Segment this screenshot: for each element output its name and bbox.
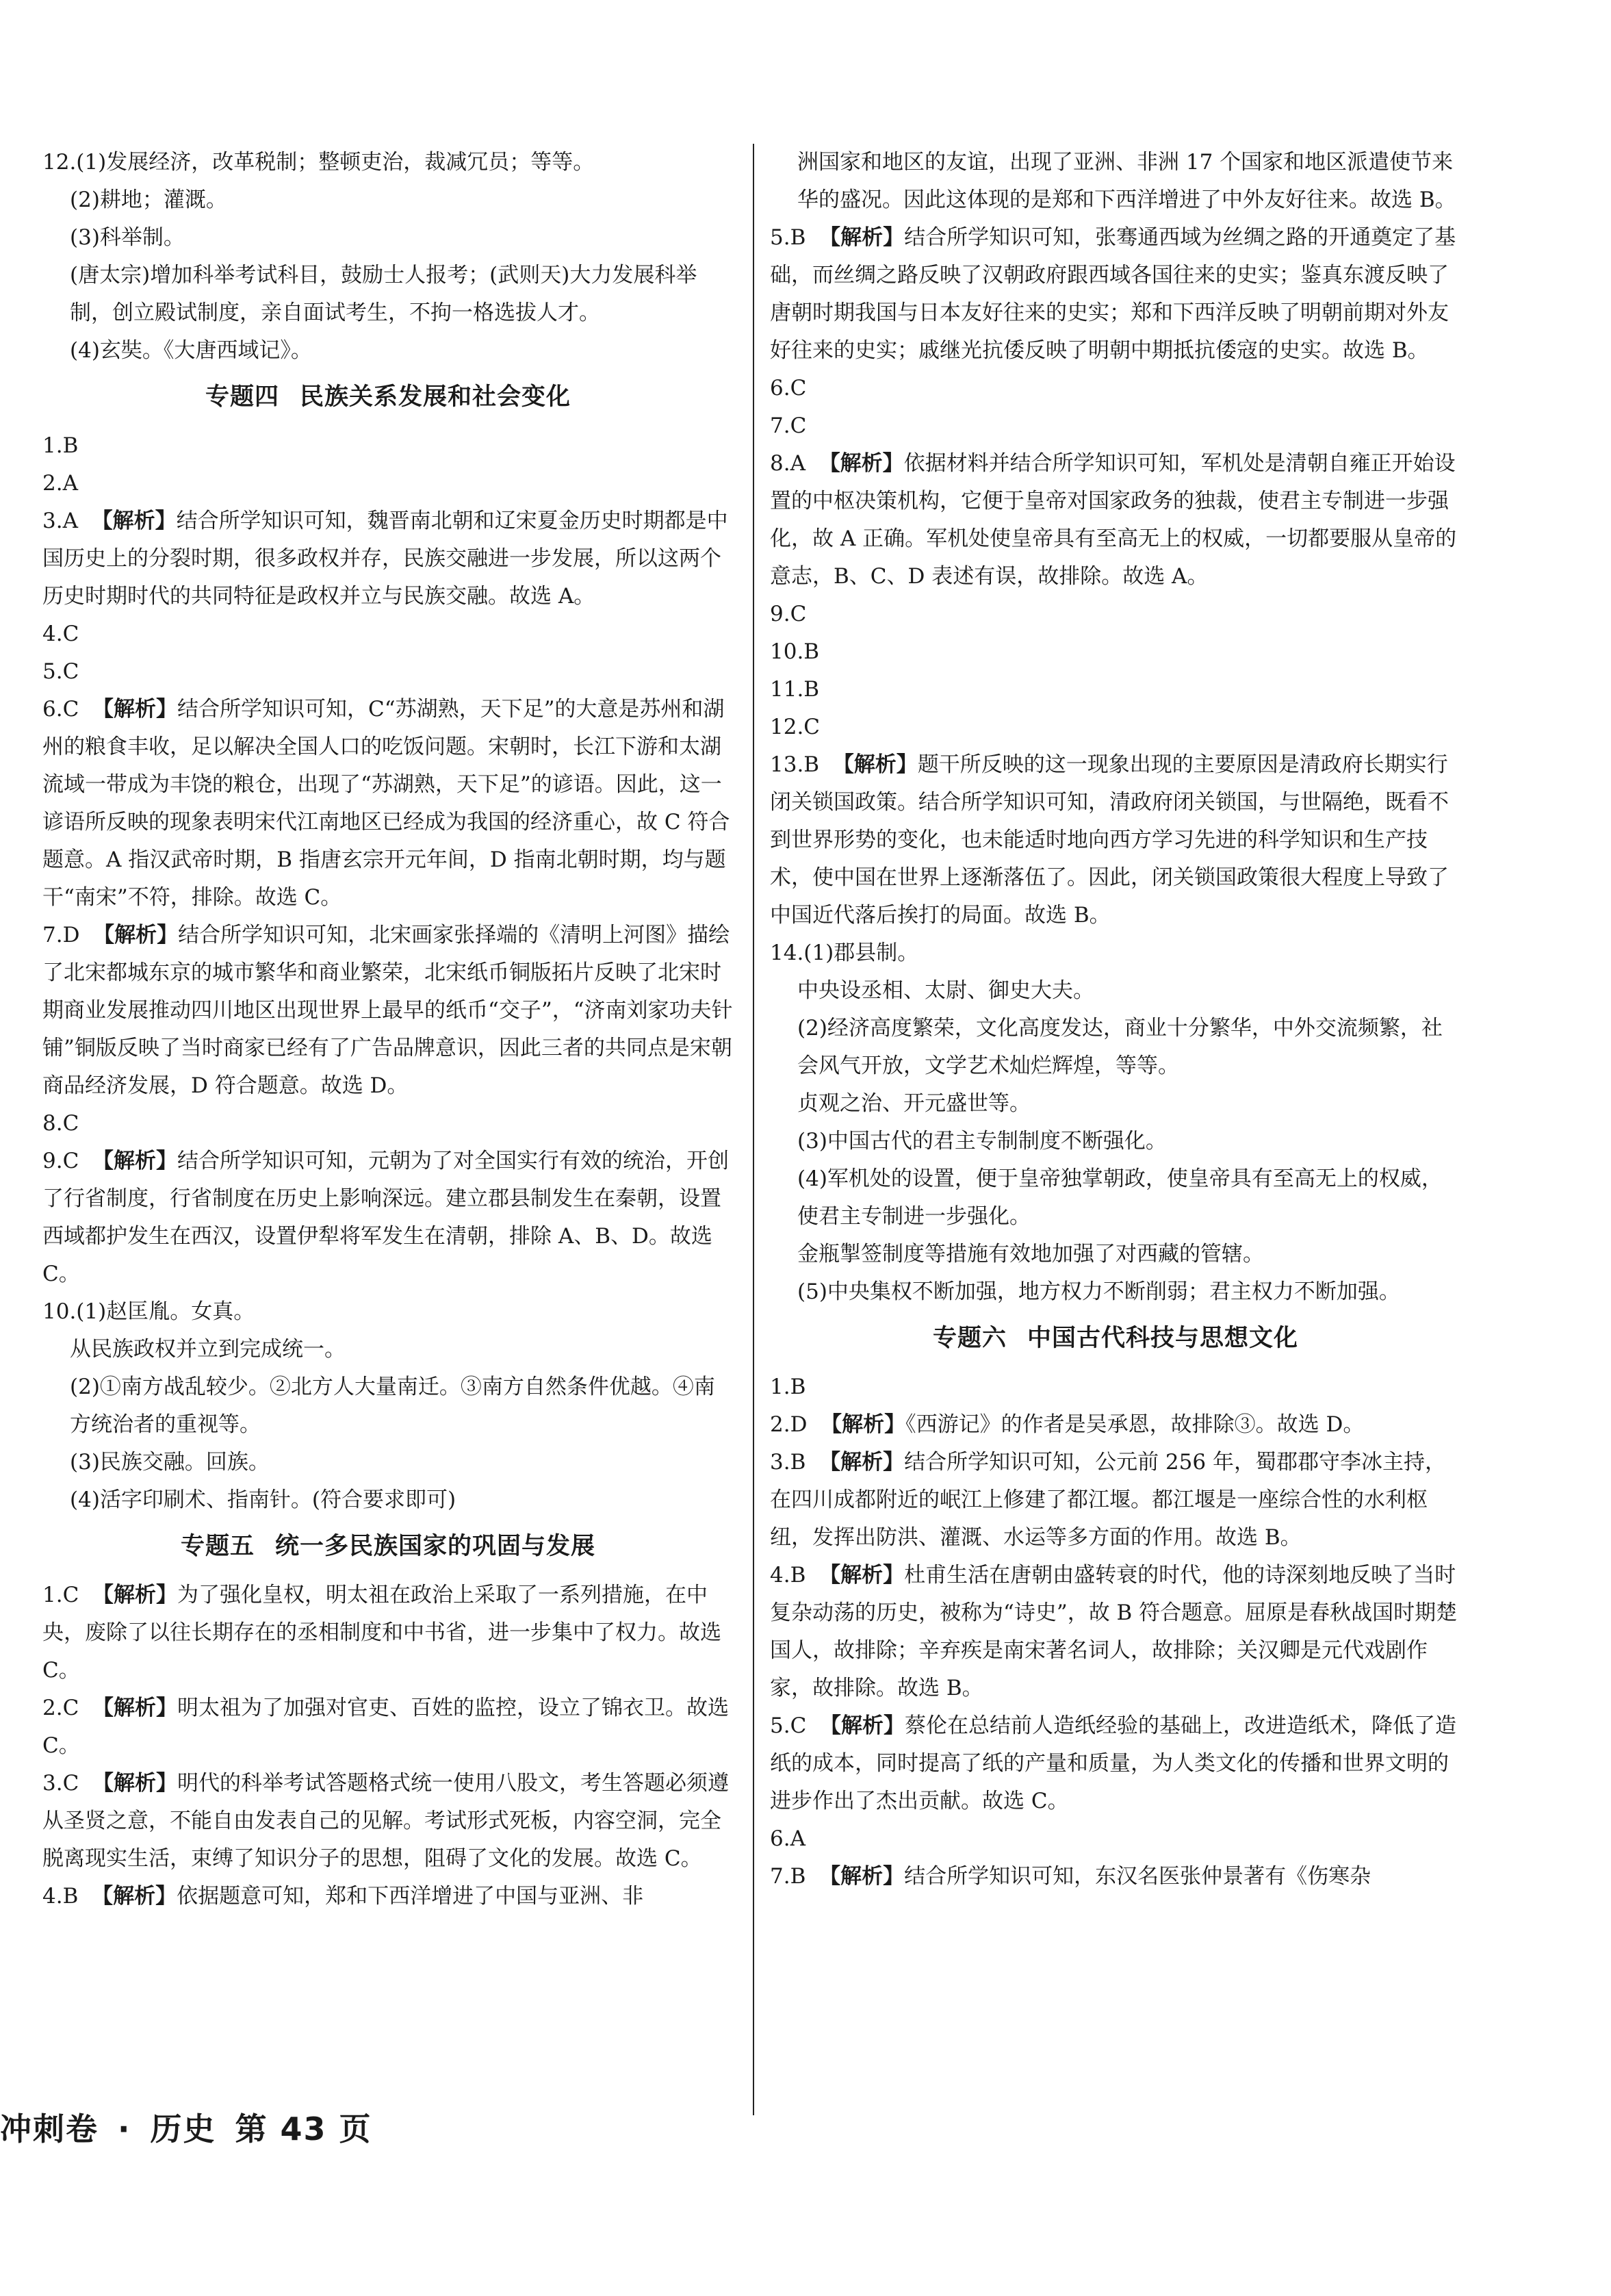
section-number: 专题五 bbox=[180, 1533, 255, 1560]
answer-choice: 4.B bbox=[770, 1563, 806, 1587]
answer-item bbox=[42, 1878, 734, 1915]
analysis-text: 为了强化皇权，明太祖在政治上采取了一系列措施，在中央，废除了以往长期存在的丞相制度和中书省，进一步集中了权力。故选 C。 bbox=[42, 1583, 721, 1683]
answer-item: 8.C bbox=[42, 1111, 79, 1136]
answer-4-continued bbox=[770, 144, 1461, 219]
answer-item: 7.C bbox=[770, 413, 807, 438]
answer-item bbox=[42, 502, 734, 615]
analysis-tag: 【解析】 bbox=[92, 1884, 177, 1909]
answer-line: (4)玄奘。《大唐西域记》。 bbox=[70, 338, 312, 363]
answer-choice: 3.C bbox=[42, 1771, 79, 1796]
answer-line: (唐太宗)增加科举考试科目，鼓励士人报考；(武则天)大力发展科举制，创立殿试制度，亲自面试考生，不拘一格选拔人才。 bbox=[70, 263, 697, 325]
page-footer bbox=[0, 2105, 391, 2153]
answer-choice: 7.B bbox=[770, 1864, 806, 1889]
answer-item bbox=[770, 219, 1461, 370]
analysis-text: 杜甫生活在唐朝由盛转衰的时代，他的诗深刻地反映了当时复杂动荡的历史，被称为“诗史”，故 B 符合题意。屈原是春秋战国时期楚国人，故排除；辛弃疾是南宋著名词人，故排除；关汉卿是元代戏剧作家，故排除。故选 B。 bbox=[770, 1563, 1458, 1700]
analysis-tag: 【解析】 bbox=[819, 1450, 905, 1475]
section-title: 统一多民族国家的巩固与发展 bbox=[275, 1533, 596, 1560]
analysis-text: 明太祖为了加强对官吏、百姓的监控，设立了锦衣卫。故选 C。 bbox=[42, 1696, 730, 1758]
analysis-text: 题干所反映的这一现象出现的主要原因是清政府长期实行闭关锁国政策。结合所学知识可知，清政府闭关锁国，与世隔绝，既看不到世界形势的变化，也未能适时地向西方学习先进的科学知识和生产技术，使中国在世界上逐渐落伍了。因此，闭关锁国政策很大程度上导致了中国近代落后挨打的局面。故选 B。 bbox=[770, 752, 1449, 928]
answer-item: 6.A bbox=[770, 1826, 806, 1851]
analysis-tag: 【解析】 bbox=[819, 1563, 905, 1587]
answer-10 bbox=[42, 1293, 734, 1519]
answer-item bbox=[42, 1577, 734, 1689]
answer-choice: 4.B bbox=[42, 1884, 79, 1909]
answer-choice: 5.B bbox=[770, 225, 806, 250]
answer-line: 金瓶掣签制度等措施有效地加强了对西藏的管辖。 bbox=[797, 1242, 1264, 1266]
section-title: 民族关系发展和社会变化 bbox=[300, 383, 571, 411]
analysis-text: 结合所学知识可知，魏晋南北朝和辽宋夏金历史时期都是中国历史上的分裂时期，很多政权并存，民族交融进一步发展，所以这两个历史时期时代的共同特征是政权并立与民族交融。故选 A。 bbox=[42, 509, 728, 609]
answer-line: 12.(1)发展经济，改革税制；整顿吏治，裁减冗员；等等。 bbox=[42, 150, 595, 175]
answer-line: (4)军机处的设置，便于皇帝独掌朝政，使皇帝具有至高无上的权威，使君主专制进一步强化。 bbox=[797, 1166, 1443, 1229]
analysis-tag: 【解析】 bbox=[820, 1713, 905, 1738]
analysis-text: 洲国家和地区的友谊，出现了亚洲、非洲 17 个国家和地区派遣使节来华的盛况。因此这体现的是郑和下西洋增进了中外友好往来。故选 B。 bbox=[797, 150, 1456, 212]
answer-line: (2)耕地；灌溉。 bbox=[70, 188, 227, 212]
answer-item bbox=[770, 445, 1461, 596]
analysis-tag: 【解析】 bbox=[821, 1412, 906, 1437]
answer-line: (3)科举制。 bbox=[70, 225, 185, 250]
answer-choice: 3.B bbox=[770, 1450, 806, 1475]
analysis-tag: 【解析】 bbox=[93, 923, 179, 947]
answer-item bbox=[770, 1707, 1461, 1820]
answer-item: 12.C bbox=[770, 715, 821, 739]
analysis-text: 结合所学知识可知，公元前 256 年，蜀郡郡守李冰主持，在四川成都附近的岷江上修建了都江堰。都江堰是一座综合性的水利枢纽，发挥出防洪、灌溉、水运等多方面的作用。故选 B。 bbox=[770, 1450, 1446, 1550]
answer-choice: 6.C bbox=[42, 697, 79, 722]
section-number: 专题四 bbox=[205, 383, 279, 411]
analysis-text: 结合所学知识可知，C“苏湖熟，天下足”的大意是苏州和湖州的粮食丰收，足以解决全国人口的吃饭问题。宋朝时，长江下游和太湖流域一带成为丰饶的粮仓，出现了“苏湖熟，天下足”的谚语。因此，这一谚语所反映的现象表明宋代江南地区已经成为我国的经济重心，故 C 符合题意。A 指汉武帝时期，B 指唐玄宗开元年间，D 指南北朝时期，均与题干“南宋”不符，排除。故选 C。 bbox=[42, 697, 730, 910]
answer-item: 11.B bbox=[770, 677, 820, 702]
section-heading-4 bbox=[42, 377, 734, 418]
answer-item bbox=[770, 1858, 1461, 1896]
analysis-tag: 【解析】 bbox=[92, 1771, 178, 1796]
analysis-tag: 【解析】 bbox=[92, 1149, 178, 1173]
analysis-text: 结合所学知识可知，张骞通西域为丝绸之路的开通奠定了基础，而丝绸之路反映了汉朝政府跟西域各国往来的史实；鉴真东渡反映了唐朝时期我国与日本友好往来的史实；郑和下西洋反映了明朝前期对外友好往来的史实；戚继光抗倭反映了明朝中期抵抗倭寇的史实。故选 B。 bbox=[770, 225, 1456, 363]
separator-dot: · bbox=[118, 2110, 131, 2147]
answer-item: 6.C bbox=[770, 376, 807, 400]
answer-item: 9.C bbox=[770, 602, 807, 626]
section-title: 中国古代科技与思想文化 bbox=[1027, 1325, 1299, 1352]
analysis-tag: 【解析】 bbox=[92, 1583, 178, 1607]
subject-label: 历史 bbox=[150, 2110, 216, 2147]
answer-line: 10.(1)赵匡胤。女真。 bbox=[42, 1299, 255, 1324]
column-divider bbox=[753, 144, 754, 2115]
answer-item bbox=[770, 1444, 1461, 1557]
right-column bbox=[770, 144, 1461, 1896]
answer-line: (2)经济高度繁荣，文化高度发达，商业十分繁华，中外交流频繁，社会风气开放，文学艺术灿烂辉煌，等等。 bbox=[797, 1016, 1443, 1078]
analysis-tag: 【解析】 bbox=[832, 752, 918, 777]
answer-item: 1.B bbox=[42, 433, 79, 458]
answer-item bbox=[42, 1765, 734, 1878]
answer-choice: 8.A bbox=[770, 451, 806, 476]
analysis-text: 《西游记》的作者是吴承恩，故排除③。故选 D。 bbox=[905, 1412, 1365, 1437]
answer-line: (3)民族交融。回族。 bbox=[70, 1450, 270, 1475]
analysis-tag: 【解析】 bbox=[91, 509, 177, 533]
answer-item bbox=[770, 1406, 1461, 1444]
analysis-text: 明代的科举考试答题格式统一使用八股文，考生答题必须遵从圣贤之意，不能自由发表自己的见解。考试形式死板，内容空洞，完全脱离现实生活，束缚了知识分子的思想，阻碍了文化的发展。故选 C。 bbox=[42, 1771, 730, 1871]
page-number: 第 43 页 bbox=[235, 2110, 372, 2147]
answer-line: (3)中国古代的君主专制制度不断强化。 bbox=[797, 1129, 1167, 1153]
analysis-tag: 【解析】 bbox=[819, 1864, 905, 1889]
answer-line: 14.(1)郡县制。 bbox=[770, 941, 919, 965]
answer-choice: 2.D bbox=[770, 1412, 808, 1437]
section-heading-6 bbox=[770, 1318, 1461, 1359]
answer-choice: 13.B bbox=[770, 752, 820, 777]
answer-item bbox=[42, 1143, 734, 1293]
answer-item: 4.C bbox=[42, 622, 79, 646]
answer-choice: 2.C bbox=[42, 1696, 79, 1720]
analysis-text: 依据材料并结合所学知识可知，军机处是清朝自雍正开始设置的中枢决策机构，它便于皇帝对国家政务的独裁，使君主专制进一步强化，故 A 正确。军机处使皇帝具有至高无上的权威，一切都要服从皇帝的意志，B、C、D 表述有误，故排除。故选 A。 bbox=[770, 451, 1457, 589]
left-column bbox=[42, 144, 734, 1915]
analysis-tag: 【解析】 bbox=[819, 225, 905, 250]
answer-choice: 1.C bbox=[42, 1583, 79, 1607]
answer-choice: 7.D bbox=[42, 923, 80, 947]
section-heading-5 bbox=[42, 1526, 734, 1567]
analysis-text: 结合所学知识可知，元朝为了对全国实行有效的统治，开创了行省制度，行省制度在历史上影响深远。建立郡县制发生在秦朝，设置西域都护发生在西汉，设置伊犁将军发生在清朝，排除 A、B、D。故选 C。 bbox=[42, 1149, 730, 1286]
answer-choice: 5.C bbox=[770, 1713, 807, 1738]
analysis-text: 依据题意可知，郑和下西洋增进了中国与亚洲、非 bbox=[177, 1884, 644, 1909]
answer-choice: 9.C bbox=[42, 1149, 79, 1173]
section-number: 专题六 bbox=[932, 1325, 1007, 1352]
analysis-tag: 【解析】 bbox=[92, 1696, 178, 1720]
analysis-text: 结合所学知识可知，北宋画家张择端的《清明上河图》描绘了北宋都城东京的城市繁华和商业繁荣，北宋纸币铜版拓片反映了北宋时期商业发展推动四川地区出现世界上最早的纸币“交子”，“济南刘家功夫针铺”铜版反映了当时商家已经有了广告品牌意识，因此三者的共同点是宋朝商品经济发展，D 符合题意。故选 D。 bbox=[42, 923, 733, 1098]
answer-line: 从民族政权并立到完成统一。 bbox=[70, 1337, 346, 1362]
answer-item: 5.C bbox=[42, 659, 79, 684]
answer-item: 2.A bbox=[42, 471, 78, 496]
answer-item bbox=[770, 1557, 1461, 1707]
analysis-text: 蔡伦在总结前人造纸经验的基础上，改进造纸术，降低了造纸的成本，同时提高了纸的产量和质量，为人类文化的传播和世界文明的进步作出了杰出贡献。故选 C。 bbox=[770, 1713, 1457, 1813]
answer-12 bbox=[42, 144, 734, 370]
answer-item bbox=[42, 1689, 734, 1765]
answer-item: 10.B bbox=[770, 639, 820, 664]
answer-line: 中央设丞相、太尉、御史大夫。 bbox=[797, 978, 1094, 1003]
analysis-tag: 【解析】 bbox=[92, 697, 178, 722]
answer-choice: 3.A bbox=[42, 509, 78, 533]
answer-item bbox=[770, 746, 1461, 934]
answer-item: 1.B bbox=[770, 1375, 806, 1399]
analysis-text: 结合所学知识可知，东汉名医张仲景著有《伤寒杂 bbox=[904, 1864, 1371, 1889]
answer-14 bbox=[770, 934, 1461, 1311]
book-title: 冲刺卷 bbox=[0, 2110, 99, 2147]
answer-item bbox=[42, 917, 734, 1105]
answer-line: (4)活字印刷术、指南针。(符合要求即可) bbox=[70, 1488, 456, 1512]
answer-line: (5)中央集权不断加强，地方权力不断削弱；君主权力不断加强。 bbox=[797, 1279, 1400, 1304]
answer-line: (2)①南方战乱较少。②北方人大量南迁。③南方自然条件优越。④南方统治者的重视等。 bbox=[70, 1375, 715, 1437]
answer-item bbox=[42, 691, 734, 917]
answer-line: 贞观之治、开元盛世等。 bbox=[797, 1091, 1031, 1116]
analysis-tag: 【解析】 bbox=[819, 451, 904, 476]
